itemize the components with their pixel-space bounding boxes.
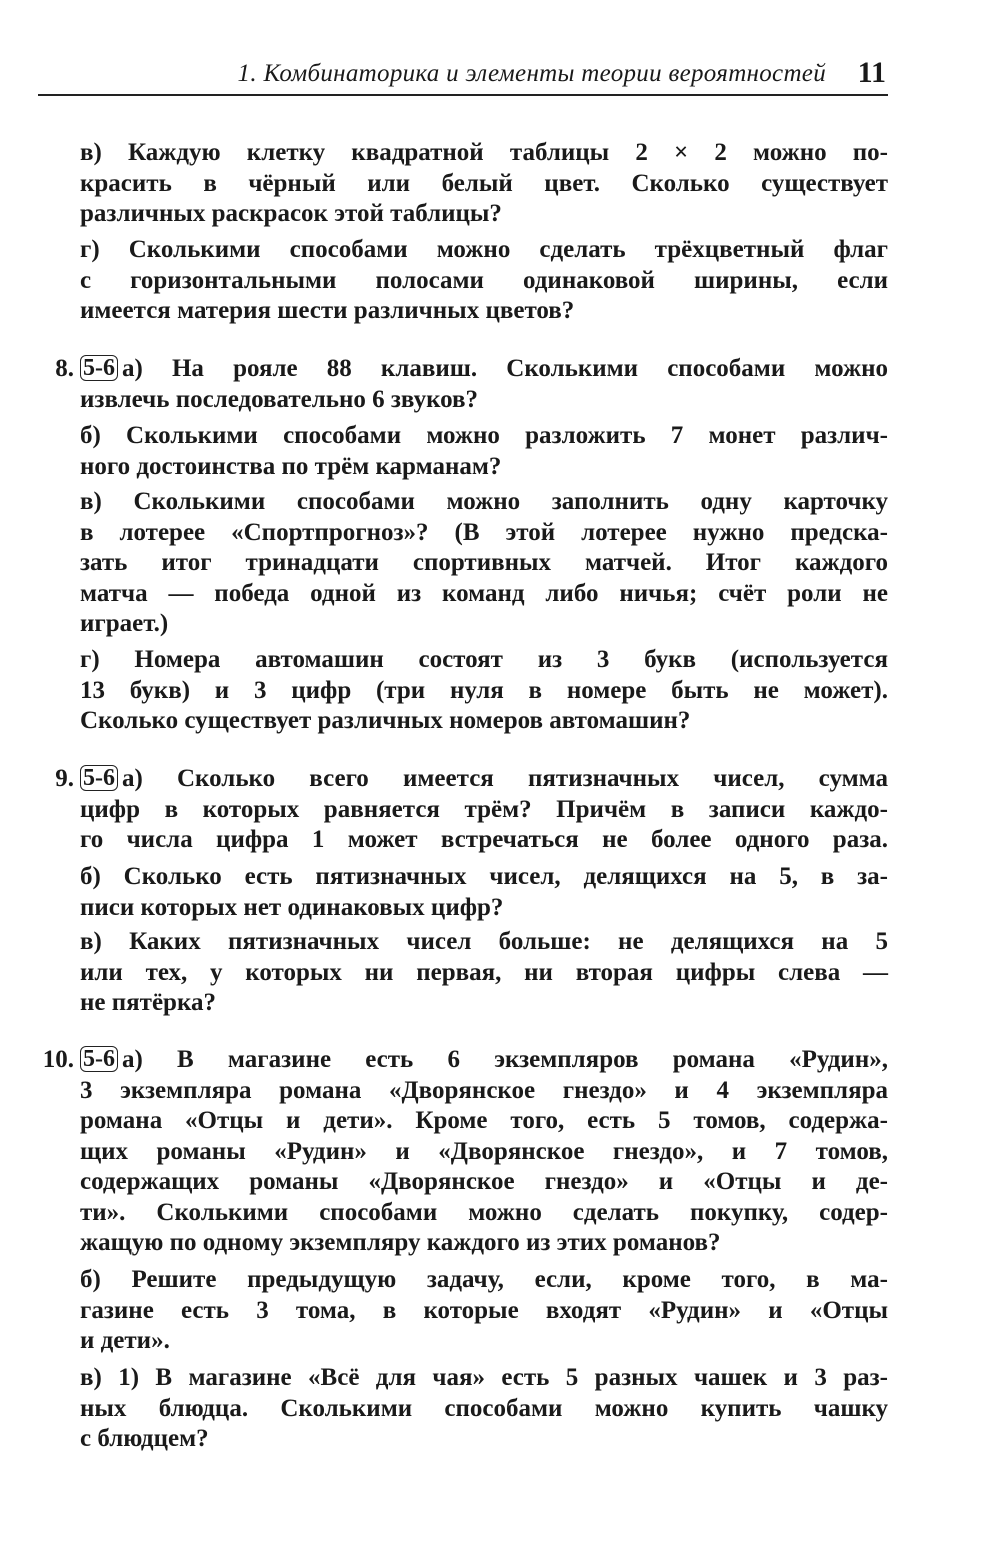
text-line: а) Сколько всего имеется пятизначных чисел, сумма	[122, 765, 888, 792]
text-line: извлечь последовательно 6 звуков?	[80, 385, 479, 413]
problem-7-part-c	[80, 138, 888, 230]
text-line: в лотерее «Спортпрогноз»? (В этой лотерее нужно предска-	[80, 518, 888, 546]
problem-9-part-a	[80, 764, 888, 856]
problem-first-line	[80, 1045, 888, 1076]
text-line: 3 экземпляра романа «Дворянское гнездо» и 4 экземпляра	[80, 1076, 888, 1104]
difficulty-badge: 5-6	[80, 765, 118, 791]
text-line: ного достоинства по трём карманам?	[80, 452, 502, 480]
text-line: б) Сколько есть пятизначных чисел, делящихся на 5, в за-	[80, 863, 888, 890]
text-line: писи которых нет одинаковых цифр?	[80, 893, 504, 921]
text-line: различных раскрасок этой таблицы?	[80, 200, 502, 227]
problem-number: 8.	[55, 355, 74, 382]
text-line: в) Сколькими способами можно заполнить одну карточку	[80, 488, 888, 515]
text-line: с блюдцем?	[80, 1425, 209, 1452]
text-line: играет.)	[80, 610, 169, 637]
problem-first-line	[80, 354, 888, 385]
text-line: в) Каждую клетку квадратной таблицы 2 × 2 можно по-	[80, 139, 888, 166]
problem-10-part-b	[80, 1265, 888, 1357]
text-line: б) Решите предыдущую задачу, если, кроме того, в ма-	[80, 1266, 888, 1293]
text-line: ных блюдца. Сколькими способами можно купить чашку	[80, 1394, 888, 1422]
chapter-title: 1. Комбинаторика и элементы теории вероятностей	[237, 60, 826, 87]
text-line: в) Каких пятизначных чисел больше: не делящихся на 5	[80, 928, 888, 955]
text-line: а) На рояле 88 клавиш. Сколькими способами можно	[122, 355, 888, 382]
running-header	[38, 58, 888, 96]
text-line: жащую по одному экземпляру каждого из этих романов?	[80, 1229, 721, 1256]
difficulty-badge: 5-6	[80, 1046, 118, 1072]
text-line: или тех, у которых ни первая, ни вторая цифры слева —	[80, 958, 888, 986]
problem-10-part-c	[80, 1363, 888, 1455]
problem-number: 9.	[55, 765, 74, 792]
problem-8-part-b	[80, 421, 888, 482]
problem-8-part-a	[80, 354, 888, 415]
text-line: Сколько существует различных номеров автомашин?	[80, 707, 691, 734]
problem-first-line	[80, 764, 888, 795]
problem-8-part-c	[80, 487, 888, 640]
text-line: г) Номера автомашин состоят из 3 букв (используется	[80, 646, 888, 673]
text-line: с горизонтальными полосами одинаковой ширины, если	[80, 266, 888, 294]
text-line: красить в чёрный или белый цвет. Сколько существует	[80, 169, 888, 197]
problem-8-part-d	[80, 645, 888, 737]
text-line: и дети».	[80, 1327, 170, 1354]
difficulty-badge: 5-6	[80, 355, 118, 381]
problem-9-part-b	[80, 862, 888, 923]
text-line: зать итог тринадцати спортивных матчей. Итог каждого	[80, 549, 888, 576]
problem-7-part-d	[80, 235, 888, 327]
text-line: г) Сколькими способами можно сделать трёхцветный флаг	[80, 236, 888, 263]
text-line: ти». Сколькими способами можно сделать покупку, содер-	[80, 1198, 888, 1226]
text-line: цифр в которых равняется трём? Причём в записи каждо-	[80, 795, 888, 823]
problem-number: 10.	[42, 1046, 74, 1073]
text-line: в) 1) В магазине «Всё для чая» есть 5 разных чашек и 3 раз-	[80, 1364, 888, 1391]
text-line: го числа цифра 1 может встречаться не более одного раза.	[80, 826, 888, 853]
problem-10-part-a	[80, 1045, 888, 1259]
text-line: газине есть 3 тома, в которые входят «Рудин» и «Отцы	[80, 1296, 888, 1324]
text-line: б) Сколькими способами можно разложить 7 монет различ-	[80, 422, 888, 449]
text-line: содержащих романы «Дворянское гнездо» и «Отцы и де-	[80, 1168, 888, 1195]
text-line: матча — победа одной из команд либо ничья; счёт роли не	[80, 579, 888, 607]
text-line: не пятёрка?	[80, 989, 216, 1016]
text-line: щих романы «Рудин» и «Дворянское гнездо», и 7 томов,	[80, 1137, 888, 1165]
page-number: 11	[857, 56, 886, 89]
text-line: имеется материя шести различных цветов?	[80, 297, 575, 324]
problem-9-part-c	[80, 927, 888, 1019]
text-line: а) В магазине есть 6 экземпляров романа «Рудин»,	[122, 1046, 888, 1073]
text-line: 13 букв) и 3 цифр (три нуля в номере быть не может).	[80, 676, 888, 704]
text-line: романа «Отцы и дети». Кроме того, есть 5 томов, содержа-	[80, 1107, 888, 1134]
